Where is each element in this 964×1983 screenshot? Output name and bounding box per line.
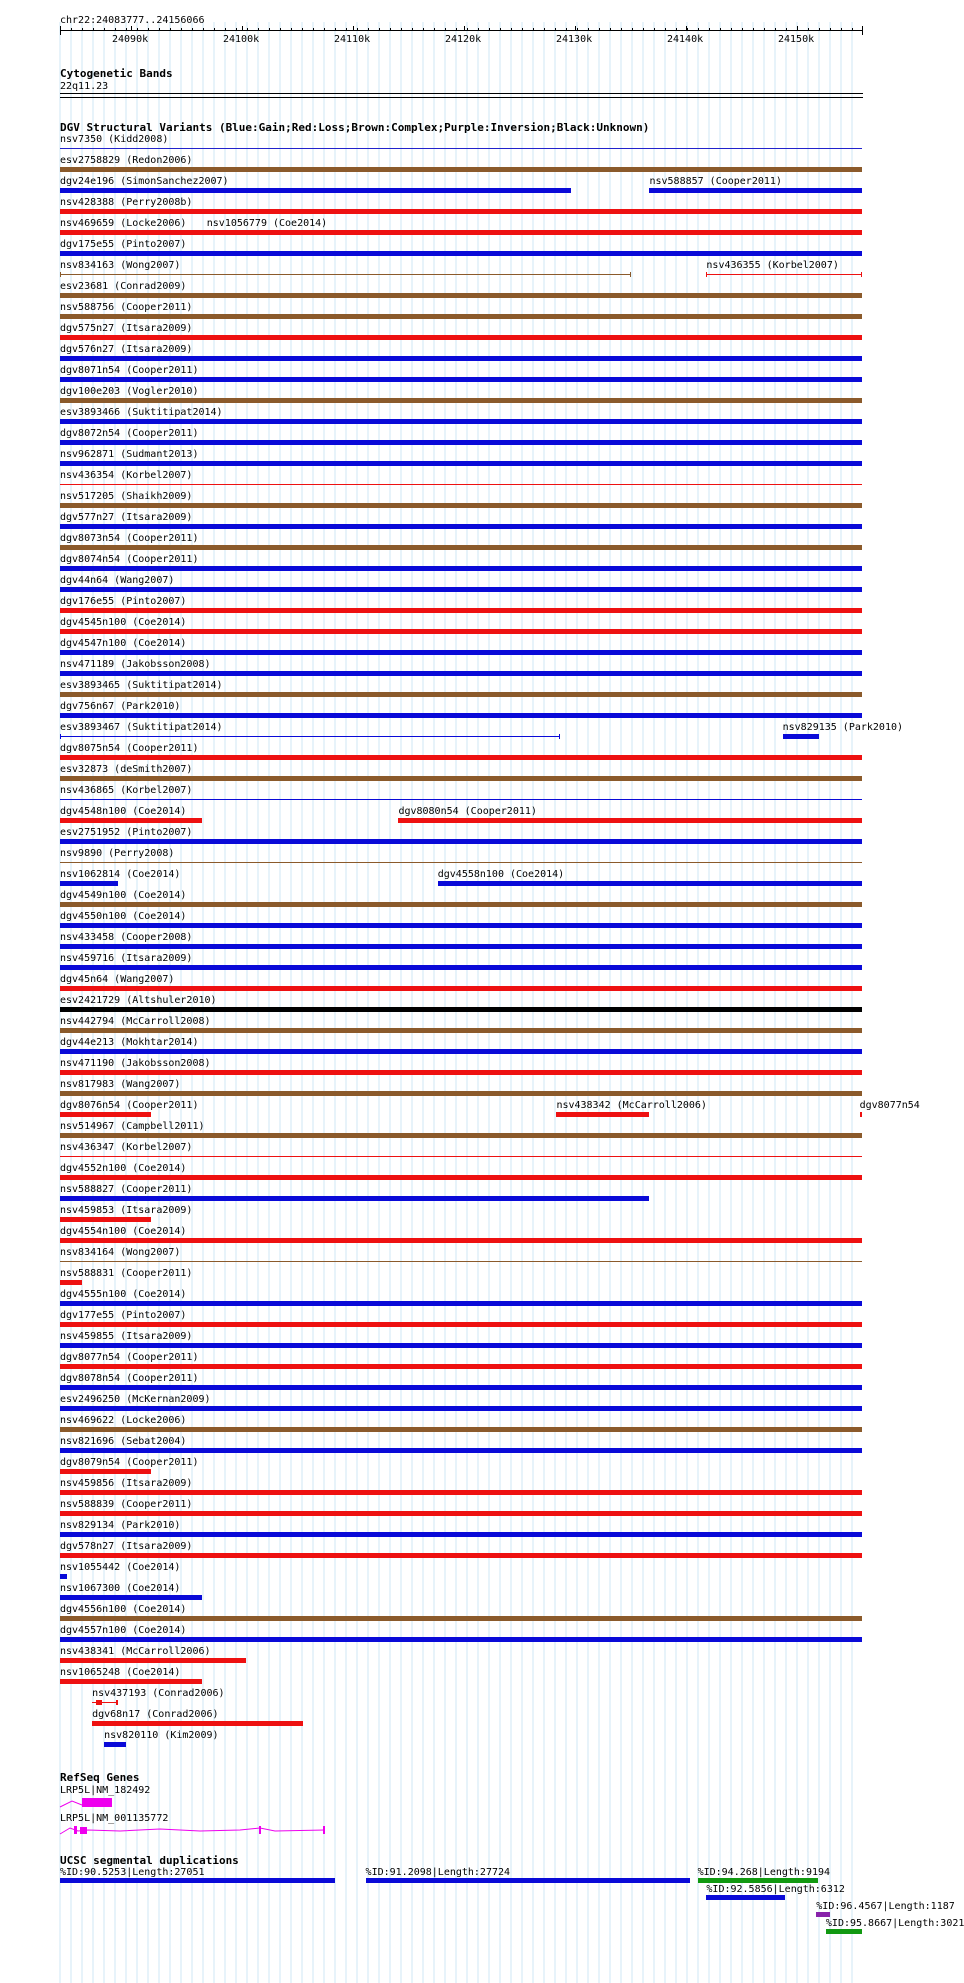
variant-label: dgv44e213 (Mokhtar2014) [60,1037,199,1048]
variant-label: esv3893466 (Suktitipat2014) [60,407,223,418]
ruler-minor-tick [764,28,765,31]
ruler-minor-tick [599,28,600,31]
variant-bar-block [96,1700,102,1705]
variant-label: dgv8071n54 (Cooper2011) [60,365,199,376]
ruler-minor-tick [753,28,754,31]
ruler-minor-tick [500,28,501,31]
ruler-minor-tick [93,28,94,31]
variant-label: dgv100e203 (Vogler2010) [60,386,199,397]
gene-label: LRP5L|NM_182492 [60,1785,151,1796]
ruler-minor-tick [247,28,248,31]
ruler-end-left [60,26,61,35]
variant-label: esv23681 (Conrad2009) [60,281,187,292]
ruler-minor-tick [467,28,468,31]
ruler-minor-tick [643,28,644,31]
ruler-minor-tick [632,28,633,31]
variant-label: esv2496250 (McKernan2009) [60,1394,211,1405]
variant-bar-cap [60,734,61,739]
ruler-minor-tick [170,28,171,31]
ruler-minor-tick [335,28,336,31]
variant-bar [60,461,862,466]
ruler-minor-tick [720,28,721,31]
ruler-tick-label: 24140k [667,34,704,45]
ruler-minor-tick [687,28,688,31]
variant-bar [398,818,862,823]
variant-label: nsv471190 (Jakobsson2008) [60,1058,211,1069]
variant-bar [60,1112,151,1117]
variant-label: dgv575n27 (Itsara2009) [60,323,193,334]
variant-bar [60,209,862,214]
variant-bar [60,1301,862,1306]
ruler-minor-tick [357,28,358,31]
variant-bar [60,862,862,863]
variant-label: nsv442794 (McCarroll2008) [60,1016,211,1027]
variant-label: nsv437193 (Conrad2006) [92,1688,225,1699]
ruler-minor-tick [412,28,413,31]
variant-bar [60,1511,862,1516]
variant-bar [60,1595,202,1600]
variant-label: nsv829135 (Park2010) [782,722,904,733]
variant-label: nsv829134 (Park2010) [60,1520,181,1531]
ruler-minor-tick [819,28,820,31]
variant-bar [60,545,862,550]
variant-label: nsv517205 (Shaikh2009) [60,491,193,502]
variant-label: dgv578n27 (Itsara2009) [60,1541,193,1552]
variant-label: esv32873 (deSmith2007) [60,764,193,775]
variant-label: nsv820110 (Kim2009) [104,1730,219,1741]
variant-bar [60,1322,862,1327]
variant-bar [60,713,862,718]
variant-bar-cap [706,272,707,277]
variant-label: dgv576n27 (Itsara2009) [60,344,193,355]
variant-label: nsv588839 (Cooper2011) [60,1499,193,1510]
variant-label: nsv588756 (Cooper2011) [60,302,193,313]
variant-bar [60,1532,862,1537]
variant-label: nsv817983 (Wang2007) [60,1079,181,1090]
variant-bar [60,799,862,800]
variant-label: dgv8074n54 (Cooper2011) [60,554,199,565]
variant-label: dgv45n64 (Wang2007) [60,974,175,985]
dgv-title: DGV Structural Variants (Blue:Gain;Red:Loss;Brown:Complex;Purple:Inversion;Black:Unknown) [60,121,650,134]
ruler-minor-tick [434,28,435,31]
variant-label: dgv24e196 (SimonSanchez2007) [60,176,229,187]
variant-bar [60,1091,862,1096]
ruler-minor-tick [522,28,523,31]
variant-label: dgv176e55 (Pinto2007) [60,596,187,607]
variant-label: dgv8076n54 (Cooper2011) [60,1100,199,1111]
variant-label: nsv1055442 (Coe2014) [60,1562,181,1573]
gene-model [60,1822,330,1838]
variant-bar [60,692,862,697]
variant-bar [60,671,862,676]
variant-label: nsv459855 (Itsara2009) [60,1331,193,1342]
variant-label: nsv514967 (Campbell2011) [60,1121,205,1132]
ruler-minor-tick [324,28,325,31]
ruler-minor-tick [588,28,589,31]
segdup-bar [706,1895,785,1900]
variant-bar [60,650,862,655]
variant-bar [60,188,571,193]
variant-bar [60,1007,862,1012]
variant-label: nsv438342 (McCarroll2006) [556,1100,707,1111]
variant-label: nsv834163 (Wong2007) [60,260,181,271]
ruler-tick-label: 24150k [778,34,815,45]
ruler-minor-tick [192,28,193,31]
refseq-title: RefSeq Genes [60,1771,140,1784]
variant-label: esv2421729 (Altshuler2010) [60,995,217,1006]
variant-bar [60,1196,649,1201]
ruler-minor-tick [555,28,556,31]
variant-label: nsv471189 (Jakobsson2008) [60,659,211,670]
variant-label: nsv1056779 (Coe2014) [206,218,328,229]
variant-label: dgv4556n100 (Coe2014) [60,1604,187,1615]
ruler-minor-tick [104,28,105,31]
variant-bar [60,608,862,613]
ruler-minor-tick [621,28,622,31]
variant-label: nsv459856 (Itsara2009) [60,1478,193,1489]
variant-label: dgv44n64 (Wang2007) [60,575,175,586]
variant-bar [60,1385,862,1390]
variant-label: dgv177e55 (Pinto2007) [60,1310,187,1321]
variant-bar [60,524,862,529]
ruler-minor-tick [258,28,259,31]
variant-label: nsv821696 (Sebat2004) [60,1436,187,1447]
ruler-minor-tick [566,28,567,31]
variant-bar [60,293,862,298]
ruler-minor-tick [731,28,732,31]
variant-bar [60,839,862,844]
variant-bar [60,776,862,781]
ruler-minor-tick [533,28,534,31]
variant-bar [60,251,862,256]
variant-bar [60,274,631,275]
variant-bar [60,965,862,970]
variant-bar [60,503,862,508]
variant-label: nsv834164 (Wong2007) [60,1247,181,1258]
variant-label: nsv588857 (Cooper2011) [649,176,782,187]
variant-label: dgv4545n100 (Coe2014) [60,617,187,628]
variant-bar [860,1112,862,1117]
ruler-minor-tick [665,28,666,31]
variant-label: dgv4554n100 (Coe2014) [60,1226,187,1237]
cytoband-title: Cytogenetic Bands [60,67,173,80]
variant-label: dgv4549n100 (Coe2014) [60,890,187,901]
ruler-minor-tick [489,28,490,31]
variant-bar [60,484,862,485]
variant-label: esv2758829 (Redon2006) [60,155,193,166]
segdup-bar [366,1878,691,1883]
variant-label: nsv1062814 (Coe2014) [60,869,181,880]
variant-bar [556,1112,649,1117]
variant-label: nsv459853 (Itsara2009) [60,1205,193,1216]
ruler-tick-label: 24090k [112,34,149,45]
variant-label: nsv433458 (Cooper2008) [60,932,193,943]
variant-label: nsv436865 (Korbel2007) [60,785,193,796]
ruler-minor-tick [225,28,226,31]
ruler-minor-tick [456,28,457,31]
variant-bar [60,1574,67,1579]
variant-label: dgv577n27 (Itsara2009) [60,512,193,523]
variant-label: dgv4548n100 (Coe2014) [60,806,187,817]
ruler-minor-tick [71,28,72,31]
ruler-minor-tick [313,28,314,31]
ruler-minor-tick [401,28,402,31]
cytoband-bar [60,93,863,94]
ruler-minor-tick [137,28,138,31]
variant-bar [60,1637,862,1642]
ruler-minor-tick [676,28,677,31]
ruler-tick-label: 24110k [334,34,371,45]
variant-bar [783,734,820,739]
ruler-minor-tick [478,28,479,31]
variant-bar [60,440,862,445]
segdup-bar [60,1878,335,1883]
segdup-bar [698,1878,818,1883]
variant-bar [60,377,862,382]
variant-label: dgv8078n54 (Cooper2011) [60,1373,199,1384]
variant-bar [92,1721,303,1726]
variant-label: esv2751952 (Pinto2007) [60,827,193,838]
variant-label: dgv4550n100 (Coe2014) [60,911,187,922]
ruler-position: chr22:24083777..24156066 [60,15,205,26]
variant-bar [60,629,862,634]
variant-label: nsv1067300 (Coe2014) [60,1583,181,1594]
variant-label: dgv8077n54 [859,1100,920,1111]
ruler-minor-tick [445,28,446,31]
variant-bar-cap [861,272,862,277]
ruler-minor-tick [82,28,83,31]
variant-bar [60,1343,862,1348]
variant-label: dgv8077n54 (Cooper2011) [60,1352,199,1363]
ruler-minor-tick [148,28,149,31]
variant-bar [60,335,862,340]
variant-label: dgv4557n100 (Coe2014) [60,1625,187,1636]
ruler-minor-tick [379,28,380,31]
variant-bar [60,1028,862,1033]
variant-bar [60,1406,862,1411]
variant-label: nsv428388 (Perry2008b) [60,197,193,208]
variant-bar [60,1616,862,1621]
variant-bar [60,398,862,403]
variant-label: nsv469659 (Locke2006) [60,218,187,229]
variant-label: dgv8073n54 (Cooper2011) [60,533,199,544]
variant-bar [60,419,862,424]
variant-label: nsv438341 (McCarroll2006) [60,1646,211,1657]
variant-bar [60,986,862,991]
variant-label: dgv8075n54 (Cooper2011) [60,743,199,754]
ruler-major-tick [242,26,243,31]
variant-bar [60,148,862,149]
ruler-minor-tick [775,28,776,31]
ruler-minor-tick [236,28,237,31]
ruler-minor-tick [709,28,710,31]
variant-bar [60,1364,862,1369]
ruler-major-tick [131,26,132,31]
ruler-minor-tick [610,28,611,31]
ruler-major-tick [575,26,576,31]
variant-bar [60,566,862,571]
variant-label: dgv4555n100 (Coe2014) [60,1289,187,1300]
segdup-bar [826,1929,862,1934]
variant-bar [60,1553,862,1558]
ruler-minor-tick [841,28,842,31]
variant-bar [60,1261,862,1262]
ruler-minor-tick [159,28,160,31]
variant-label: dgv8072n54 (Cooper2011) [60,428,199,439]
variant-label: dgv8080n54 (Cooper2011) [398,806,537,817]
variant-bar [60,1049,862,1054]
ruler-minor-tick [302,28,303,31]
variant-bar [60,1070,862,1075]
variant-label: nsv436355 (Korbel2007) [706,260,839,271]
ruler-tick-label: 24120k [445,34,482,45]
variant-label: nsv469622 (Locke2006) [60,1415,187,1426]
variant-label: dgv4547n100 (Coe2014) [60,638,187,649]
ruler-minor-tick [577,28,578,31]
ruler-minor-tick [654,28,655,31]
ruler-minor-tick [390,28,391,31]
variant-bar [438,881,862,886]
segdup-bar [816,1912,830,1917]
variant-label: nsv436354 (Korbel2007) [60,470,193,481]
ruler-minor-tick [830,28,831,31]
variant-bar [60,818,202,823]
ruler-minor-tick [280,28,281,31]
variant-bar [60,755,862,760]
ruler-major-tick [797,26,798,31]
variant-label: dgv68n17 (Conrad2006) [92,1709,219,1720]
variant-label: nsv436347 (Korbel2007) [60,1142,193,1153]
ruler-minor-tick [346,28,347,31]
variant-label: dgv4558n100 (Coe2014) [437,869,565,880]
gene-model [60,1796,180,1810]
cytoband-bar-bottom [60,97,863,98]
variant-bar-cap [630,272,631,277]
variant-bar-cap [116,1700,118,1705]
variant-label: nsv7350 (Kidd2008) [60,134,169,145]
variant-bar [60,1175,862,1180]
cytoband-label: 22q11.23 [60,81,109,92]
segdup-label: %ID:96.4567|Length:1187 [816,1901,955,1912]
segdup-label: %ID:94.268|Length:9194 [697,1867,831,1878]
variant-bar [706,274,862,275]
variant-label: nsv9890 (Perry2008) [60,848,175,859]
variant-bar [649,188,862,193]
ruler-major-tick [353,26,354,31]
variant-bar [60,167,862,172]
segdup-label: %ID:91.2098|Length:27724 [365,1867,511,1878]
variant-bar [60,1238,862,1243]
ruler-minor-tick [214,28,215,31]
variant-label: dgv4552n100 (Coe2014) [60,1163,187,1174]
variant-bar [60,1217,151,1222]
variant-label: nsv588831 (Cooper2011) [60,1268,193,1279]
variant-label: nsv962871 (Sudmant2013) [60,449,199,460]
variant-bar [60,902,862,907]
variant-bar [104,1742,126,1747]
variant-label: nsv459716 (Itsara2009) [60,953,193,964]
variant-bar [60,923,862,928]
variant-bar [60,587,862,592]
variant-bar [60,1427,862,1432]
variant-bar [60,1490,862,1495]
gene-label: LRP5L|NM_001135772 [60,1813,169,1824]
variant-bar [60,736,560,737]
ruler-minor-tick [115,28,116,31]
variant-bar [60,356,862,361]
ruler-tick-label: 24130k [556,34,593,45]
ruler-minor-tick [544,28,545,31]
ruler-minor-tick [126,28,127,31]
segdup-label: %ID:90.5253|Length:27051 [60,1867,205,1878]
variant-bar [60,1448,862,1453]
variant-bar [60,1156,862,1157]
ruler-minor-tick [368,28,369,31]
segdup-label: %ID:95.8667|Length:3021 [825,1918,964,1929]
variant-bar [60,1280,82,1285]
ruler-minor-tick [786,28,787,31]
ruler-end-right [862,26,863,35]
ruler-minor-tick [203,28,204,31]
variant-bar [60,1469,151,1474]
variant-label: dgv8079n54 (Cooper2011) [60,1457,199,1468]
ruler-minor-tick [808,28,809,31]
ruler-minor-tick [181,28,182,31]
variant-bar [60,1658,246,1663]
ruler-minor-tick [698,28,699,31]
ruler-minor-tick [742,28,743,31]
variant-bar-cap [60,272,61,277]
ruler-minor-tick [269,28,270,31]
variant-label: nsv588827 (Cooper2011) [60,1184,193,1195]
ruler-minor-tick [291,28,292,31]
segdup-label: %ID:92.5856|Length:6312 [706,1884,845,1895]
variant-label: esv3893467 (Suktitipat2014) [60,722,223,733]
ruler-minor-tick [511,28,512,31]
segdup-title: UCSC segmental duplications [60,1854,239,1867]
ruler-major-tick [686,26,687,31]
ruler-tick-label: 24100k [223,34,260,45]
ruler-major-tick [464,26,465,31]
variant-bar [60,314,862,319]
variant-bar [60,944,862,949]
variant-bar [60,881,118,886]
ruler-minor-tick [852,28,853,31]
variant-label: esv3893465 (Suktitipat2014) [60,680,223,691]
variant-bar-cap [559,734,560,739]
ruler-minor-tick [423,28,424,31]
variant-bar [207,230,862,235]
variant-label: nsv1065248 (Coe2014) [60,1667,181,1678]
variant-bar [60,1133,862,1138]
variant-bar [60,1679,202,1684]
variant-label: dgv756n67 (Park2010) [60,701,181,712]
variant-label: dgv175e55 (Pinto2007) [60,239,187,250]
